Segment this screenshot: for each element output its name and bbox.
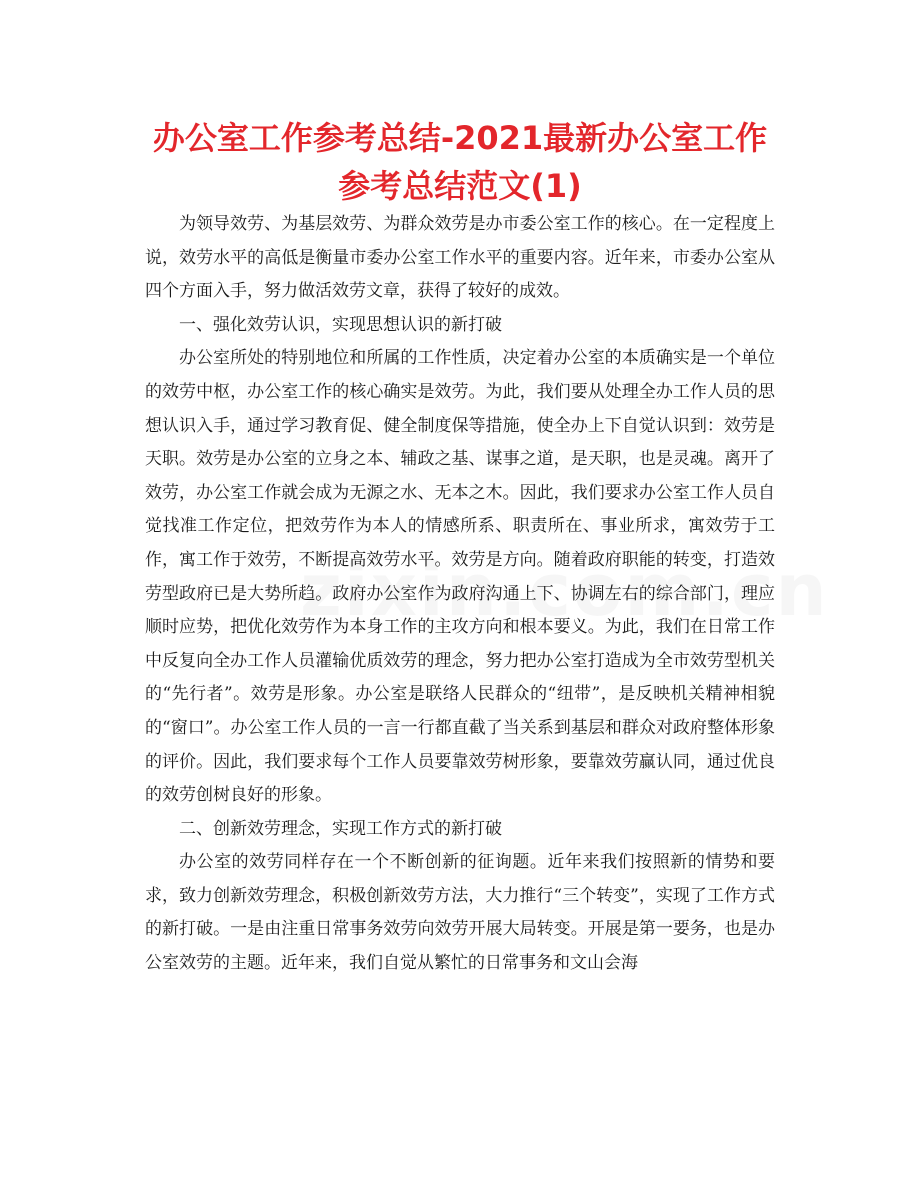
section-2-paragraph: 办公室的效劳同样存在一个不断创新的征询题。近年来我们按照新的情势和要求，致力创新效劳理念，积极创新效劳方法，大力推行“三个转变”，实现了工作方式的新打破。一是由注重日常事务效劳向效劳开展大局转变。开展是第一要务，也是办公室效劳的主题。近年来，我们自觉从繁忙的日常事务和文山会海 [145, 852, 775, 974]
section-1-paragraph: 办公室所处的特别地位和所属的工作性质，决定着办公室的本质确实是一个单位的效劳中枢，办公室工作的核心确实是效劳。为此，我们要从处理全办工作人员的思想认识入手，通过学习教育促、健全制度保等措施，使全办上下自觉认识到：效劳是天职。效劳是办公室的立身之本、辅政之基、谋事之道，是天职，也是灵魂。离开了效劳，办公室工作就会成为无源之水、无本之木。因此，我们要求办公室工作人员自觉找准工作定位，把效劳作为本人的情感所系、职责所在、事业所求，寓效劳于工作，寓工作于效劳，不断提高效劳水平。效劳是方向。随着政府职能的转变，打造效劳型政府已是大势所趋。政府办公室作为政府沟通上下、协调左右的综合部门，理应顺时应势，把优化效劳作为本身工作的主攻方向和根本要义。为此，我们在日常工作中反复向全办工作人员灌输优质效劳的理念，努力把办公室打造成为全市效劳型机关的“先行者”。效劳是形象。办公室是联络人民群众的“纽带”，是反映机关精神相貌的“窗口”。办公室工作人员的一言一行都直截了当关系到基层和群众对政府整体形象的评价。因此，我们要求每个工作人员要靠效劳树形象，要靠效劳赢认同，通过优良的效劳创树良好的形象。 [145, 348, 775, 806]
section-heading-1: 一、强化效劳认识，实现思想认识的新打破 [179, 314, 502, 335]
document-body [145, 208, 775, 981]
section-heading-2: 二、创新效劳理念，实现工作方式的新打破 [179, 818, 502, 839]
intro-paragraph: 为领导效劳、为基层效劳、为群众效劳是办市委公室工作的核心。在一定程度上说，效劳水平的高低是衡量市委办公室工作水平的重要内容。近年来，市委办公室从四个方面入手，努力做活效劳文章，获得了较好的成效。 [145, 214, 775, 302]
document-title: 办公室工作参考总结-2021最新办公室工作参考总结范文(1) [152, 119, 768, 205]
